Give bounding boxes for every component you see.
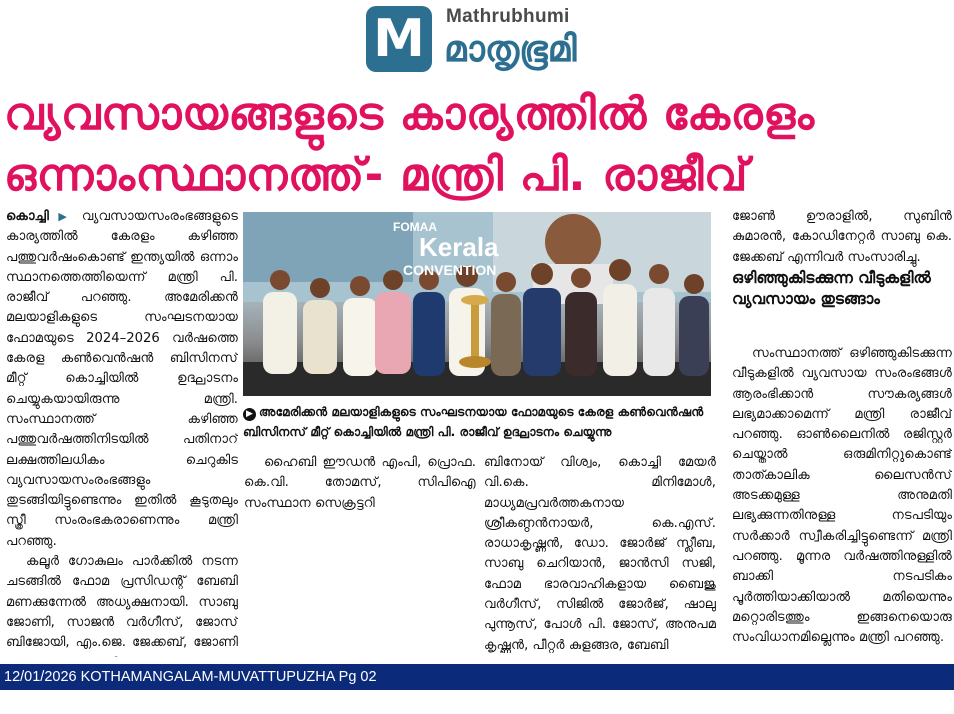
article-column-4-top: ജോൺ ഊരാളിൽ, സുബിൻ കുമാരൻ, കോഡിനേറ്റർ സാബു കെ. ജേക്കബ് എന്നിവർ സംസാരിച്ചു. [732,209,952,265]
headline-line-2: ഒന്നാംസ്ഥാനത്ത്- മന്ത്രി പി. രാജീവ് [4,148,748,201]
banner-text-fomaa: FOMAA [393,220,437,234]
logo-letter: M [373,9,425,69]
subheading: ഒഴിഞ്ഞുകിടക്കുന്ന വീടുകളിൽ വ്യവസായം തുടങ്ങാം [732,269,931,308]
headline-line-1: വ്യവസായങ്ങളുടെ കാര്യത്തിൽ കേരളം [4,87,815,140]
photo-caption-text: അമേരിക്കൻ മലയാളികളുടെ സംഘടനയായ ഫോമയുടെ കേരള കൺവെൻഷൻ ബിസിനസ് മീറ്റ് കൊച്ചിയിൽ മന്ത്രി പി. രാജീവ് ഉദ്ഘാടനം ചെയ്യുന്നു [243,405,704,439]
event-photo [243,212,711,396]
photo-caption [243,402,713,442]
caption-arrow-icon: ▶ [243,408,256,421]
article-column-4-body [732,344,952,654]
footer-bar [0,664,954,690]
article-paragraph-1: വ്യവസായസംരംഭങ്ങളുടെ കാര്യത്തിൽ കേരളം കഴിഞ്ഞ പത്തുവർഷംകൊണ്ട് ഇന്ത്യയിൽ ഒന്നാം സ്ഥാനത്തെത്തിയെന്ന് മന്ത്രി പി. രാജീവ് പറഞ്ഞു. അമേരിക്കൻ മലയാളികളുടെ സംഘടനയായ ഫോമയുടെ 2024–2026 വർഷത്തെ കേരള കൺവെൻഷൻ ബിസിനസ് മീറ്റ് കൊച്ചിയിൽ ഉദ്ഘാടനം ചെയ്യുകയായിരുന്നു മന്ത്രി. സംസ്ഥാനത്ത് കഴിഞ്ഞ പത്തുവർഷത്തിനിടയിൽ പതിനാറ് ലക്ഷത്തിലധികം ചെറുകിട വ്യവസായസംരംഭങ്ങളും തുടങ്ങിയിട്ടുണ്ടെന്നും ഇതിൽ കൂടുതലും സ്ത്രീ സംരംഭകരാണെന്നും മന്ത്രി പറഞ്ഞു. [6,209,238,549]
article-paragraph-3: ഹൈബി ഈഡൻ എംപി, പ്രൊഫ. കെ.വി. തോമസ്, സിപിഐ സംസ്ഥാന സെക്രട്ടറി [244,455,476,511]
footer-edition-text: 12/01/2026 KOTHAMANGALAM-MUVATTUPUZHA Pg 02 [4,669,377,685]
banner-text-convention: CONVENTION [403,262,497,278]
article-paragraph-4: സംസ്ഥാനത്ത് ഒഴിഞ്ഞുകിടക്കുന്ന വീടുകളിൽ വ്യവസായ സംരംഭങ്ങൾ ആരംഭിക്കാൻ സൗകര്യങ്ങൾ ലഭ്യമാക്കാമെന്ന് മന്ത്രി രാജീവ് പറഞ്ഞു. ഓൺലൈനിൽ രജിസ്റ്റർ ചെയ്താൽ ഒരുമിനിറ്റുകൊണ്ട് താത്കാലിക ലൈസൻസ് അടക്കമുള്ള അനുമതി ലഭ്യക്കുന്നതിനുള്ള നടപടിയും സർക്കാർ സ്വീകരിച്ചിട്ടുണ്ടെന്ന് മന്ത്രി പറഞ്ഞു. മൂന്നര വർഷത്തിനുള്ളിൽ ബാക്കി നടപടികം പൂർത്തിയാക്കിയാൽ മതിയെന്നും മറ്റൊരിടത്തും ഇങ്ങനെയൊരു സംവിധാനമില്ലെന്നും മന്ത്രി പറഞ്ഞു. [732,346,952,646]
masthead [0,0,954,84]
brand-name-english: Mathrubhumi [446,6,570,27]
banner-text-kerala: Kerala [419,232,499,262]
dateline-arrow-icon: ▶ [58,210,73,223]
dateline: കൊച്ചി [6,209,49,224]
article-column-1 [6,207,238,657]
article-paragraph-2: കലൂർ ഗോകുലം പാർക്കിൽ നടന്ന ചടങ്ങിൽ ഫോമ പ്രസിഡന്റ് ബേബി മണക്കുന്നേൽ അധ്യക്ഷനായി. സാബു ജോണി, സാജൻ വർഗീസ്, ജോസ് ബിജോയി, എം.ജെ. ജേക്കബ്, ജോണി [6,554,238,651]
article-column-3: ബിനോയ് വിശ്വം, കൊച്ചി മേയർ വി.കെ. മിനിമോൾ, മാധ്യമപ്രവർത്തകനായ ശ്രീകണ്ഠൻനായർ, കെ.എസ്. രാധാകൃഷ്ണൻ, ഡോ. ജോർജ് സ്ലീബ, സാബു ചെറിയാൻ, ജാൻസി സജി, ഫോമ ഭാരവാഹികളായ ബൈജു വർഗീസ്, സിജിൽ ജോർജ്, ഷാലു പുന്നൂസ്, പോൾ പി. ജോസ്, അനുപമ കൃഷ്ണൻ, പീറ്റർ കുളങ്ങര, ബേബി [484,455,716,653]
brand-name-malayalam: മാതൃഭൂമി [444,29,577,70]
article-column-2 [244,453,476,653]
mathrubhumi-logo [366,6,432,72]
